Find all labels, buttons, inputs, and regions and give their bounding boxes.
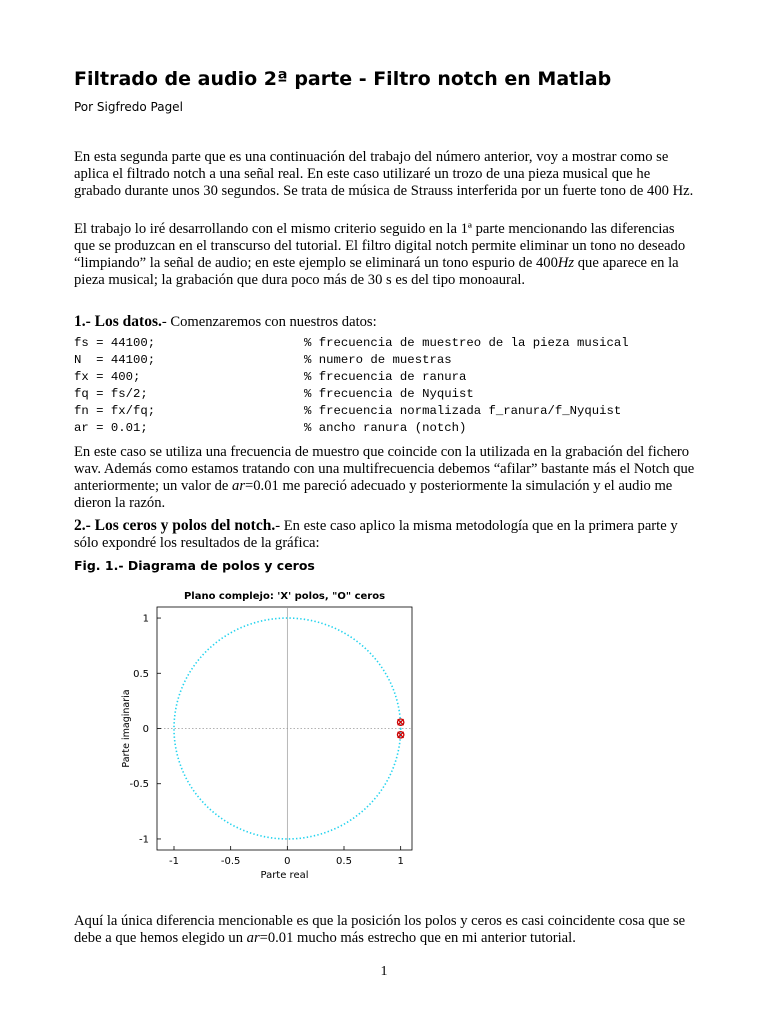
- code-comment: % frecuencia de Nyquist: [304, 387, 474, 401]
- code-statement: N = 44100;: [74, 353, 156, 367]
- code-statement: ar = 0.01;: [74, 421, 148, 435]
- section-2-text: - En este caso aplico la misma metodología que en la primera parte y sólo expondré los resultados de la gráfica:: [74, 518, 678, 551]
- code-statement: fn = fx/fq;: [74, 404, 156, 418]
- paragraph-conclusion-text: Aquí la única diferencia mencionable es que la posición los polos y ceros es casi coincidente cosa que se debe a que hemos elegido un: [74, 913, 686, 946]
- paragraph-method-text-end: que aparece en la pieza musical; la grabación que dura poco más de 30 s es del tipo monoaural.: [74, 255, 679, 288]
- x-tick-label: 1: [397, 856, 404, 867]
- y-tick-label: -0.5: [129, 779, 149, 791]
- code-line: [74, 386, 629, 403]
- paragraph-conclusion: [74, 913, 698, 947]
- y-tick-label: -1: [139, 834, 149, 846]
- section-2-heading: 2.- Los ceros y polos del notch.: [74, 517, 276, 534]
- variable-ar: ar: [232, 478, 246, 494]
- code-line: [74, 335, 629, 352]
- code-comment: % frecuencia de ranura: [304, 370, 467, 384]
- code-statement: fq = fs/2;: [74, 387, 148, 401]
- code-comment: % frecuencia normalizada f_ranura/f_Nyquist: [304, 404, 622, 418]
- code-comment: % ancho ranura (notch): [304, 421, 467, 435]
- code-line: [74, 420, 629, 437]
- code-statement: fs = 44100;: [74, 336, 156, 350]
- variable-ar: ar: [246, 930, 260, 946]
- y-tick-label: 1: [142, 613, 149, 625]
- paragraph-conclusion-text-end: =0.01 mucho más estrecho que en mi anterior tutorial.: [259, 930, 576, 946]
- paragraph-sampling-text-end: =0.01 me pareció adecuado y posteriormente la simulación y el audio me dieron la razón.: [74, 478, 673, 511]
- section-2: [74, 517, 698, 552]
- code-comment: % frecuencia de muestreo de la pieza musical: [304, 336, 629, 350]
- x-tick-label: -1: [169, 856, 179, 867]
- chart-title: Plano complejo: 'X' polos, "O" ceros: [183, 591, 386, 602]
- pole-zero-plot: [112, 585, 422, 880]
- x-tick-label: -0.5: [220, 856, 241, 867]
- paragraph-method: [74, 221, 698, 289]
- code-comment: % numero de muestras: [304, 353, 452, 367]
- page-number: 1: [380, 964, 388, 979]
- document-title: Filtrado de audio 2ª parte - Filtro notch en Matlab: [74, 68, 612, 90]
- x-tick-label: 0.5: [336, 856, 352, 867]
- code-line: [74, 403, 629, 420]
- x-axis-label: Parte real: [260, 870, 309, 880]
- y-tick-label: 0: [142, 724, 149, 735]
- code-block: [74, 335, 629, 437]
- paragraph-method-text: El trabajo lo iré desarrollando con el mismo criterio seguido en la 1ª parte mencionando las diferencias que se produzcan en el transcurso del tutorial. El filtro digital notch permite eliminar un tono no deseado “limpiando” la señal de audio; en este ejemplo se eliminará un tono espurio de 400: [74, 221, 686, 271]
- section-1: [74, 313, 698, 331]
- paragraph-intro: En esta segunda parte que es una continuación del trabajo del número anterior, voy a mostrar como se aplica el filtrado notch a una señal real. En este caso utilizaré un trozo de una pieza musical que he grabado durante unos 30 segundos. Se trata de música de Strauss interferida por un fuerte tono de 400 Hz.: [74, 149, 694, 199]
- unit-hz: Hz: [557, 255, 575, 271]
- code-statement: fx = 400;: [74, 370, 141, 384]
- code-line: [74, 352, 629, 369]
- paragraph-sampling-text: En este caso se utiliza una frecuencia de muestro que coincide con la utilizada en la grabación del fichero wav. Además como estamos tratando con una multifrecuencia debemos “afilar” bastante más el Notch que anteriormente; un valor de: [74, 444, 695, 494]
- figure-caption: Fig. 1.- Diagrama de polos y ceros: [74, 558, 315, 573]
- section-1-text: - Comenzaremos con nuestros datos:: [161, 314, 377, 330]
- y-tick-label: 0.5: [133, 668, 149, 680]
- paragraph-sampling: [74, 444, 698, 512]
- section-1-heading: 1.- Los datos.: [74, 313, 162, 330]
- y-axis-label: Parte imaginaria: [121, 689, 132, 768]
- code-line: [74, 369, 629, 386]
- author-line: Por Sigfredo Pagel: [74, 100, 183, 114]
- x-tick-label: 0: [284, 856, 291, 867]
